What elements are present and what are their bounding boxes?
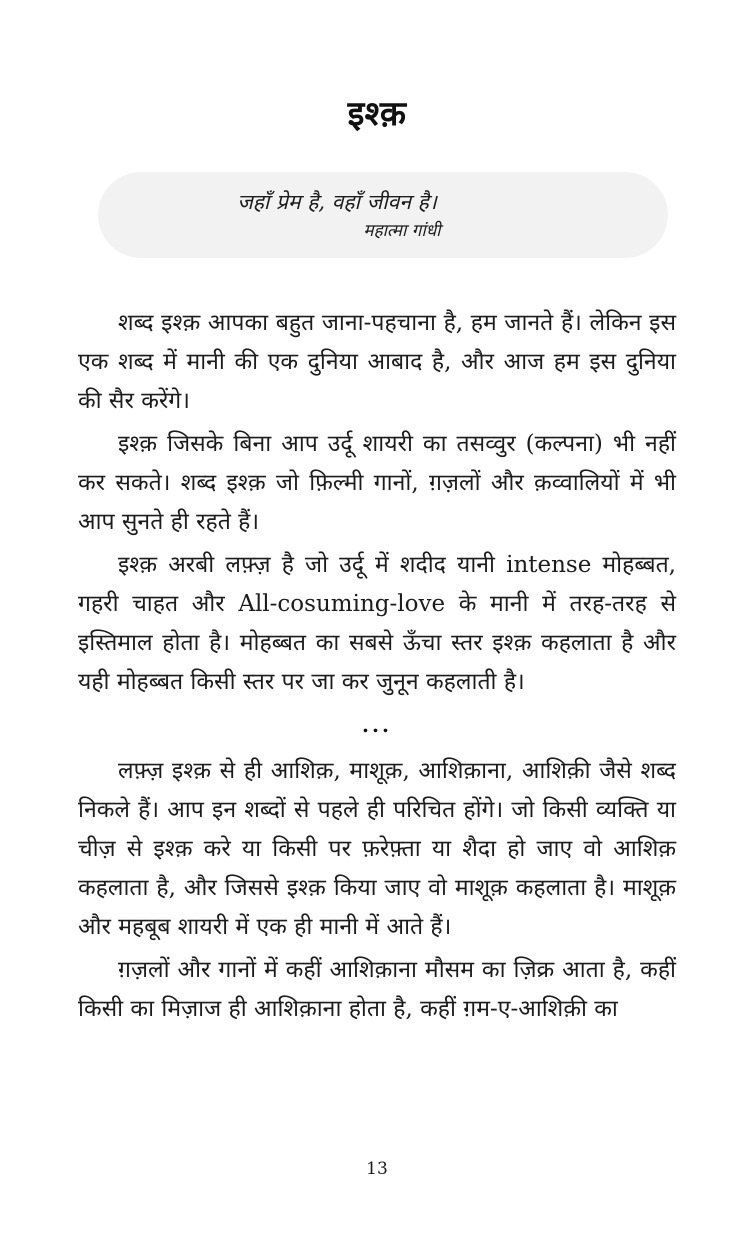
epigraph-quote: जहाँ प्रेम है, वहाँ जीवन है। — [237, 190, 437, 214]
section-separator: ... — [362, 713, 392, 737]
chapter-title: इश्क़ — [347, 94, 407, 134]
epigraph-attribution: महात्मा गांधी — [363, 221, 441, 241]
body-paragraph: इश्क़ जिसके बिना आप उर्दू शायरी का तसव्वुर (कल्पना) भी नहीं कर सकते। शब्द इश्क़ जो फ़िल्मी गानों, ग़ज़लों और क़व्वालियों में भी आप सुनते ही रहते हैं। — [78, 431, 676, 535]
body-paragraph: लफ़्ज़ इश्क़ से ही आशिक़, माशूक़, आशिक़ाना, आशिक़ी जैसे शब्द निकले हैं। आप इन शब्दों से पहले ही परिचित होंगे। जो किसी व्यक्ति या चीज़ से इश्क़ करे या किसी पर फ़रेफ़्ता या शैदा हो जाए वो आशिक़ कहलाता है, और जिससे इश्क़ किया जाए वो माशूक़ कहलाता है। माशूक़ और महबूब शायरी में एक ही मानी में आते हैं। — [78, 758, 676, 940]
page-number: 13 — [366, 1159, 388, 1179]
body-paragraph: शब्द इश्क़ आपका बहुत जाना-पहचाना है, हम जानते हैं। लेकिन इस एक शब्द में मानी की एक दुनिया आबाद है, और आज हम इस दुनिया की सैर करेंगे। — [78, 310, 676, 414]
body-paragraph: इश्क़ अरबी लफ़्ज़ है जो उर्दू में शदीद यानी intense मोहब्बत, गहरी चाहत और All-cosuming-love के मानी में तरह-तरह से इस्तिमाल होता है। मोहब्बत का सबसे ऊँचा स्तर इश्क़ कहलाता है और यही मोहब्बत किसी स्तर पर जा कर जुनून कहलाती है। — [78, 552, 676, 695]
book-page — [0, 92, 754, 1235]
body-text — [78, 304, 676, 1029]
epigraph-box — [98, 172, 668, 258]
body-paragraph: ग़ज़लों और गानों में कहीं आशिक़ाना मौसम का ज़िक्र आता है, कहीं किसी का मिज़ाज ही आशिक़ाना होता है, कहीं ग़म-ए-आशिक़ी का — [78, 957, 676, 1022]
